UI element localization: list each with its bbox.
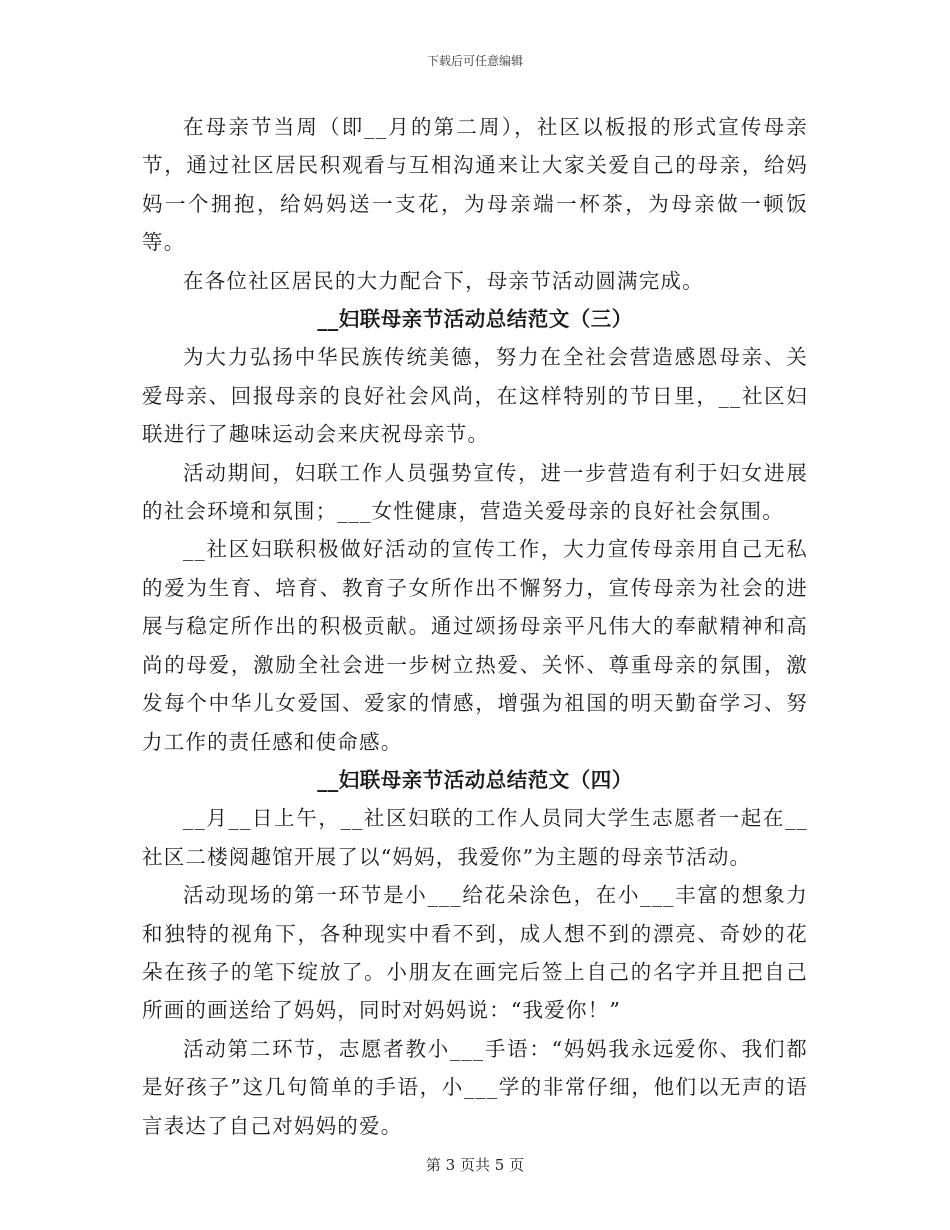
- document-body: [142, 108, 808, 1145]
- paragraph: __社区妇联积极做好活动的宣传工作，大力宣传母亲用自己无私的爱为生育、培育、教育子女所作出不懈努力，宣传母亲为社会的进展与稳定所作出的积极贡献。通过颂扬母亲平凡伟大的奉献精神和高尚的母爱，激励全社会进一步树立热爱、关怀、尊重母亲的氛围，激发每个中华儿女爱国、爱家的情感，增强为祖国的明天勤奋学习、努力工作的责任感和使命感。: [142, 537, 808, 754]
- paragraph: 在各位社区居民的大力配合下，母亲节活动圆满完成。: [183, 268, 704, 293]
- paragraph: 活动期间，妇联工作人员强势宣传，进一步营造有利于妇女进展的社会环境和氛围；___女性健康，营造关爱母亲的良好社会氛围。: [142, 460, 808, 524]
- page-footer: 第 3 页共 5 页: [425, 1156, 525, 1174]
- paragraph: 活动第二环节，志愿者教小___手语：“妈妈我永远爱你、我们都是好孩子”这几句简单的手语，小___学的非常仔细，他们以无声的语言表达了自己对妈妈的爱。: [142, 1036, 808, 1138]
- paragraph: 为大力弘扬中华民族传统美德，努力在全社会营造感恩母亲、关爱母亲、回报母亲的良好社会风尚，在这样特别的节日里，__社区妇联进行了趣味运动会来庆祝母亲节。: [142, 345, 808, 447]
- paragraph: 活动现场的第一环节是小___给花朵涂色，在小___丰富的想象力和独特的视角下，各种现实中看不到，成人想不到的漂亮、奇妙的花朵在孩子的笔下绽放了。小朋友在画完后签上自己的名字并且把自己所画的画送给了妈妈，同时对妈妈说：“我爱你！”: [142, 883, 808, 1023]
- header-note: 下载后可任意编辑: [426, 54, 523, 68]
- paragraph: __月__日上午，__社区妇联的工作人员同大学生志愿者一起在__社区二楼阅趣馆开展了以“妈妈，我爱你”为主题的母亲节活动。: [142, 806, 808, 869]
- section-heading: __妇联母亲节活动总结范文（三）: [317, 307, 633, 332]
- section-heading: __妇联母亲节活动总结范文（四）: [317, 767, 633, 792]
- paragraph: 在母亲节当周（即__月的第二周），社区以板报的形式宣传母亲节，通过社区居民积观看与互相沟通来让大家关爱自己的母亲，给妈妈一个拥抱，给妈妈送一支花，为母亲端一杯茶，为母亲做一顿饭等。: [142, 115, 808, 255]
